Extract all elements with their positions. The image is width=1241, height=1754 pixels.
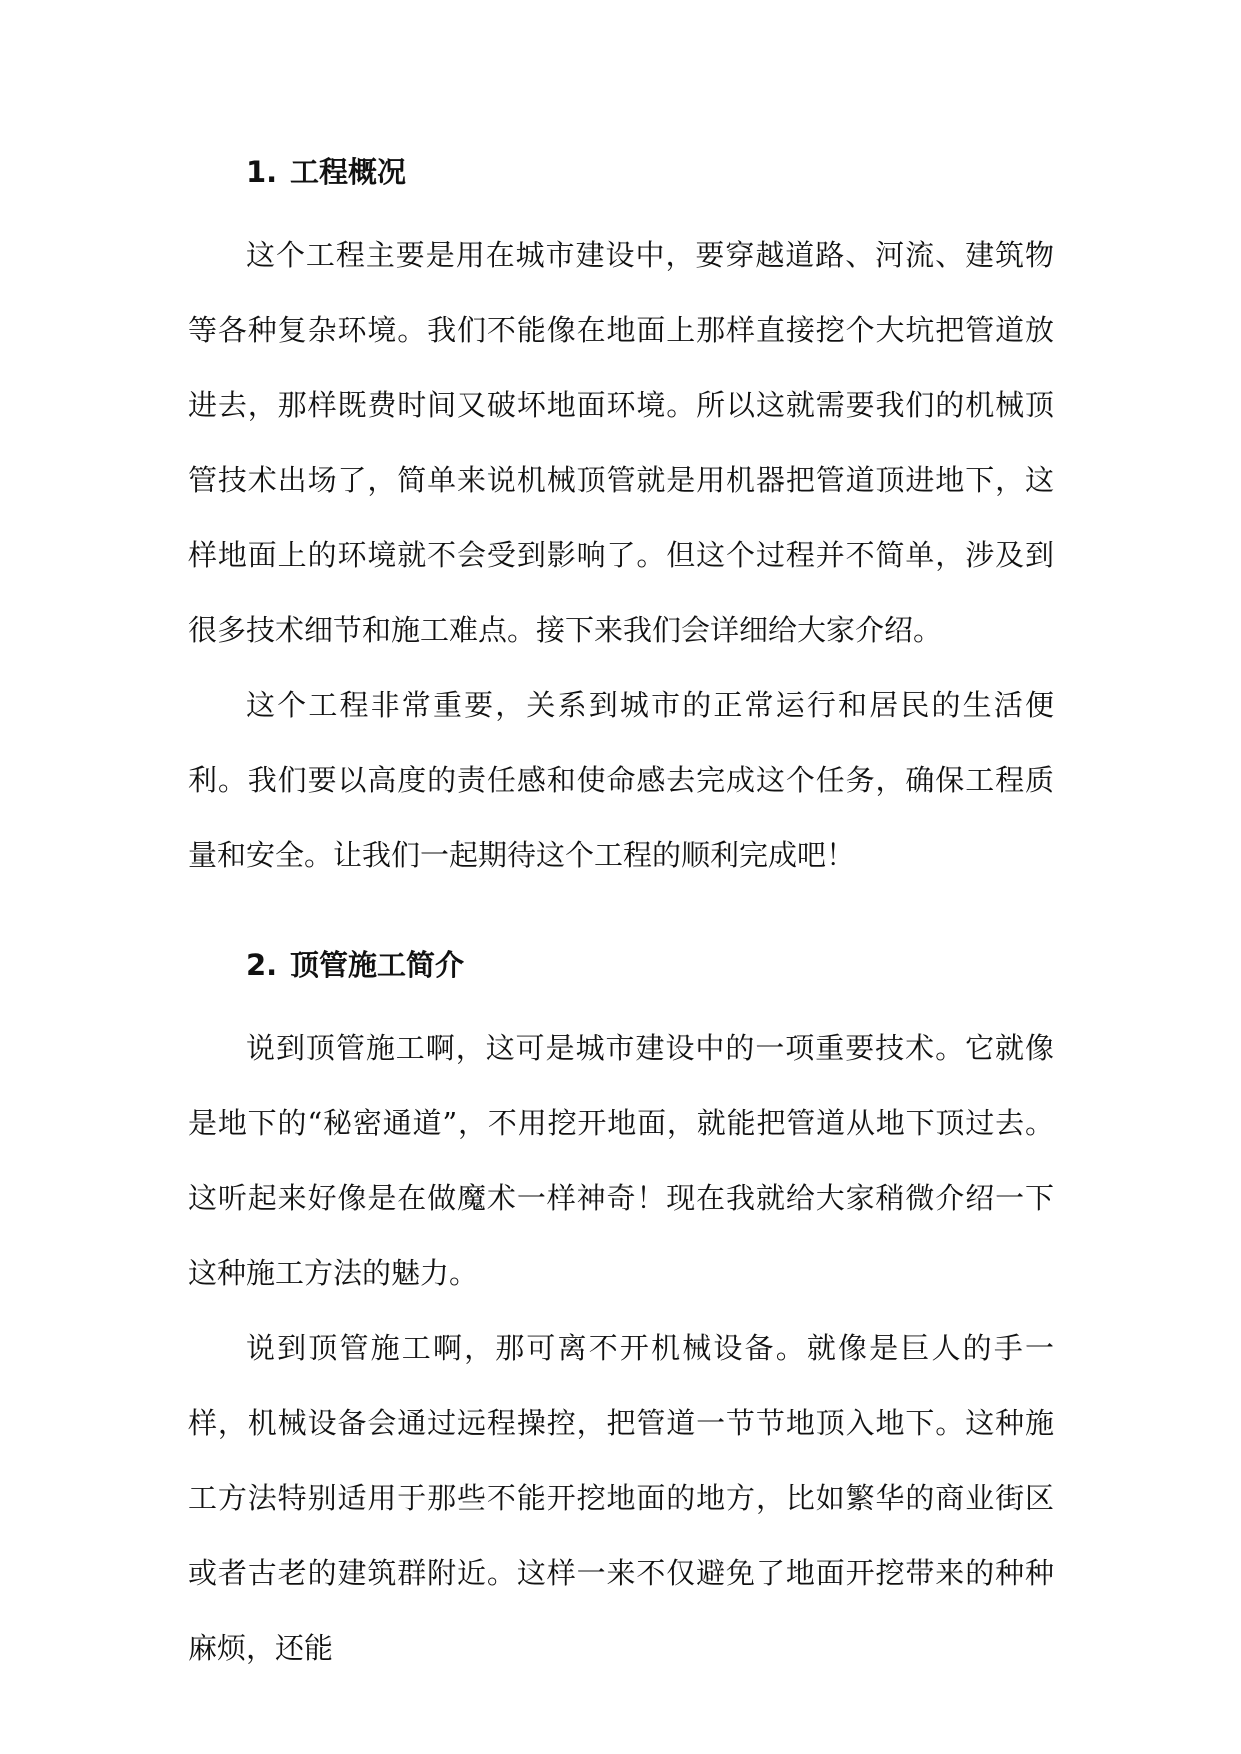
section-heading-2 bbox=[188, 941, 1054, 989]
paragraph: 这个工程主要是用在城市建设中，要穿越道路、河流、建筑物等各种复杂环境。我们不能像在地面上那样直接挖个大坑把管道放进去，那样既费时间又破坏地面环境。所以这就需要我们的机械顶管技术出场了，简单来说机械顶管就是用机器把管道顶进地下，这样地面上的环境就不会受到影响了。但这个过程并不简单，涉及到很多技术细节和施工难点。接下来我们会详细给大家介绍。 bbox=[188, 238, 1054, 647]
paragraph: 这个工程非常重要，关系到城市的正常运行和居民的生活便利。我们要以高度的责任感和使命感去完成这个任务，确保工程质量和安全。让我们一起期待这个工程的顺利完成吧！ bbox=[188, 688, 1054, 872]
paragraph: 说到顶管施工啊，这可是城市建设中的一项重要技术。它就像是地下的“秘密通道”，不用挖开地面，就能把管道从地下顶过去。这听起来好像是在做魔术一样神奇！现在我就给大家稍微介绍一下这种施工方法的魅力。 bbox=[188, 1031, 1054, 1290]
section-heading-1 bbox=[188, 148, 1054, 196]
section-number: 2. bbox=[246, 948, 278, 982]
section-title: 顶管施工简介 bbox=[290, 948, 465, 982]
section-number: 1. bbox=[246, 155, 278, 189]
paragraph: 说到顶管施工啊，那可离不开机械设备。就像是巨人的手一样，机械设备会通过远程操控，把管道一节节地顶入地下。这种施工方法特别适用于那些不能开挖地面的地方，比如繁华的商业街区或者古老的建筑群附近。这样一来不仅避免了地面开挖带来的种种麻烦，还能 bbox=[188, 1331, 1054, 1665]
document-body bbox=[188, 148, 1054, 1686]
section-title: 工程概况 bbox=[290, 155, 407, 189]
